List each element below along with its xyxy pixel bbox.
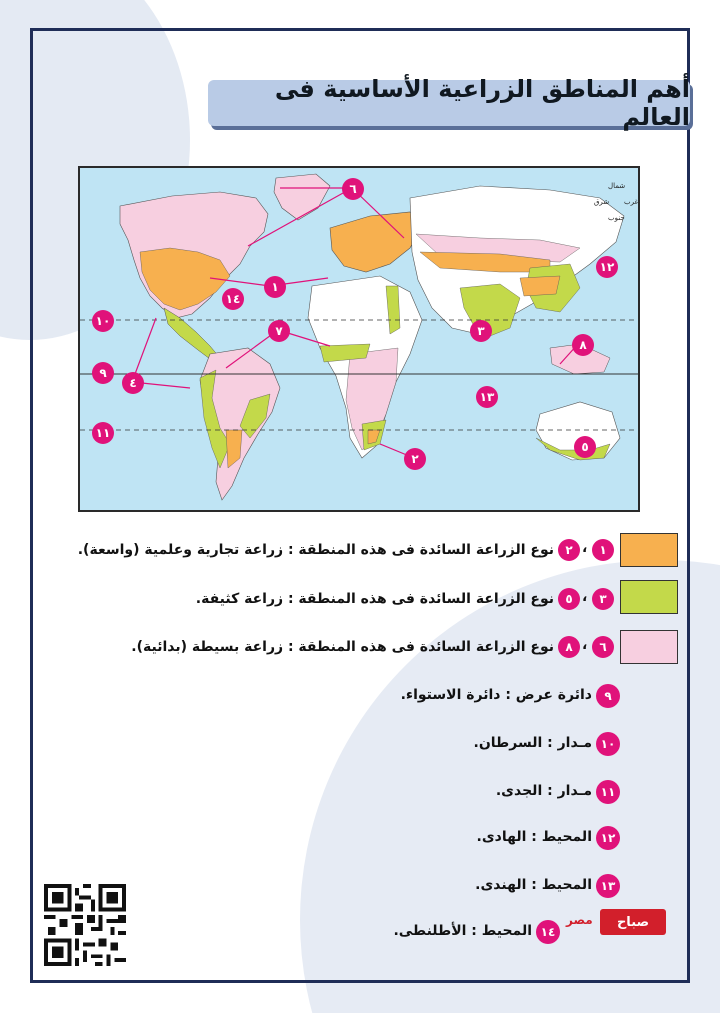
map-marker-14: ١٤: [222, 288, 244, 310]
item-badge-10: ١٠: [596, 732, 620, 756]
item-text-10: مـدار : السرطان.: [473, 735, 592, 751]
item-text-12: المحيط : الهادى.: [476, 829, 592, 845]
item-badge-14: ١٤: [536, 920, 560, 944]
item-text-13: المحيط : الهندى.: [475, 877, 592, 893]
compass-south: جنوب: [608, 214, 625, 222]
title-banner: [208, 75, 690, 131]
map-marker-11: ١١: [92, 422, 114, 444]
legend-swatch-orange: [620, 533, 678, 567]
world-map: [78, 166, 640, 512]
compass-east: شرق: [594, 198, 610, 206]
compass-west: غرب: [624, 198, 639, 206]
qr-code[interactable]: [44, 884, 126, 966]
logo-word: مصر: [566, 913, 593, 927]
map-marker-4: ٤: [122, 372, 144, 394]
map-marker-1: ١: [264, 276, 286, 298]
brand-logo: [566, 907, 668, 937]
map-marker-8: ٨: [572, 334, 594, 356]
legend-text-2: نوع الزراعة السائدة فى هذه المنطقة : زراعة كثيفة.: [195, 591, 554, 607]
item-text-9: دائرة عرض : دائرة الاستواء.: [400, 687, 592, 703]
legend-separator: ،: [582, 540, 588, 556]
item-text-14: المحيط : الأطلنطى.: [393, 923, 532, 939]
legend-badge-6: ٦: [592, 636, 614, 658]
legend-badge-3: ٣: [592, 588, 614, 610]
map-marker-6: ٦: [342, 178, 364, 200]
item-badge-13: ١٣: [596, 874, 620, 898]
map-marker-13: ١٣: [476, 386, 498, 408]
map-marker-3: ٣: [470, 320, 492, 342]
item-badge-12: ١٢: [596, 826, 620, 850]
item-badge-11: ١١: [596, 780, 620, 804]
asia-china-commercial: [520, 276, 560, 296]
compass-rose: [594, 182, 639, 222]
legend-text-1: نوع الزراعة السائدة فى هذه المنطقة : زراعة تجارية وعلمية (واسعة).: [77, 542, 554, 558]
legend-text-3: نوع الزراعة السائدة فى هذه المنطقة : زراعة بسيطة (بدائية).: [131, 639, 554, 655]
map-marker-10: ١٠: [92, 310, 114, 332]
legend-badge-2: ٢: [558, 539, 580, 561]
logo-box: صباح: [600, 909, 666, 935]
legend-separator: ،: [582, 637, 588, 653]
legend-badge-8: ٨: [558, 636, 580, 658]
greenland: [274, 174, 330, 220]
europe: [330, 212, 422, 272]
legend-swatch-pink: [620, 630, 678, 664]
item-text-11: مـدار : الجدى.: [495, 783, 592, 799]
map-marker-5: ٥: [574, 436, 596, 458]
page-title: أهم المناطق الزراعية الأساسية فى العالم: [274, 75, 690, 131]
legend-separator: ،: [582, 589, 588, 605]
world-map-svg: [80, 168, 638, 510]
map-marker-2: ٢: [404, 448, 426, 470]
item-badge-9: ٩: [596, 684, 620, 708]
compass-north: شمال: [608, 182, 626, 190]
map-marker-7: ٧: [268, 320, 290, 342]
map-marker-9: ٩: [92, 362, 114, 384]
legend-badge-1: ١: [592, 539, 614, 561]
legend-badge-5: ٥: [558, 588, 580, 610]
legend-swatch-green: [620, 580, 678, 614]
map-marker-12: ١٢: [596, 256, 618, 278]
